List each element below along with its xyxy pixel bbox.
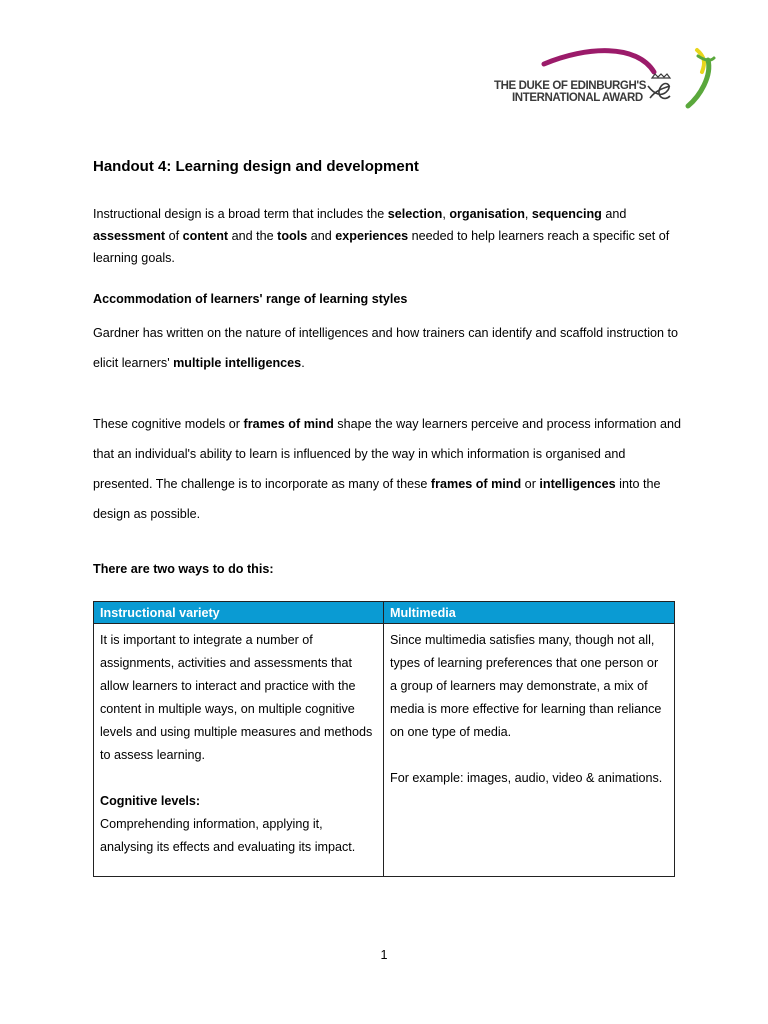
cypher-icon <box>648 74 670 98</box>
handout-title: Handout 4: Learning design and development <box>93 158 419 175</box>
table-row <box>94 624 675 877</box>
multimedia-example-text: For example: images, audio, video & animations. <box>390 771 663 785</box>
two-ways-table <box>93 601 675 877</box>
cognitive-levels-text: Comprehending information, applying it, analysing its effects and evaluating its impact. <box>100 817 356 854</box>
award-logo <box>492 46 724 112</box>
instructional-variety-text: It is important to integrate a number of assignments, activities and assessments that allow learners to interact and practice with the content in multiple ways, on multiple cognitive levels and using multiple measures and methods to assess learning. <box>100 633 373 762</box>
multimedia-text: Since multimedia satisfies many, though not all, types of learning preferences that one person or a group of learners may demonstrate, a mix of media is more effective for learning than reliance on one type of media. <box>390 633 662 739</box>
page-number: 1 <box>380 948 388 962</box>
cognitive-levels-heading: Cognitive levels: <box>100 794 201 808</box>
ways-heading: There are two ways to do this: <box>93 562 274 576</box>
logo-line-1: THE DUKE OF EDINBURGH'S <box>494 80 646 92</box>
instructional-variety-cell <box>94 624 384 877</box>
multimedia-cell <box>384 624 675 877</box>
intro-paragraph: Instructional design is a broad term that includes the selection, organisation, sequencing and assessment of content and the tools and experiences needed to help learners reach a specific set of learning goals. <box>93 207 670 265</box>
gardner-paragraph: Gardner has written on the nature of intelligences and how trainers can identify and scaffold instruction to elicit learners' multiple intelligences. <box>93 326 679 370</box>
section-heading: Accommodation of learners' range of learning styles <box>93 292 408 306</box>
header-multimedia: Multimedia <box>384 602 675 624</box>
logo-line-2: INTERNATIONAL AWARD <box>512 92 643 104</box>
table-header-row <box>94 602 675 624</box>
header-instructional-variety: Instructional variety <box>94 602 384 624</box>
cognitive-models-paragraph: These cognitive models or frames of mind shape the way learners perceive and process information and that an individual's ability to learn is influenced by the way in which information is organised and presented. The challenge is to incorporate as many of these frames of mind or intelligences into the design as possible. <box>93 417 682 521</box>
